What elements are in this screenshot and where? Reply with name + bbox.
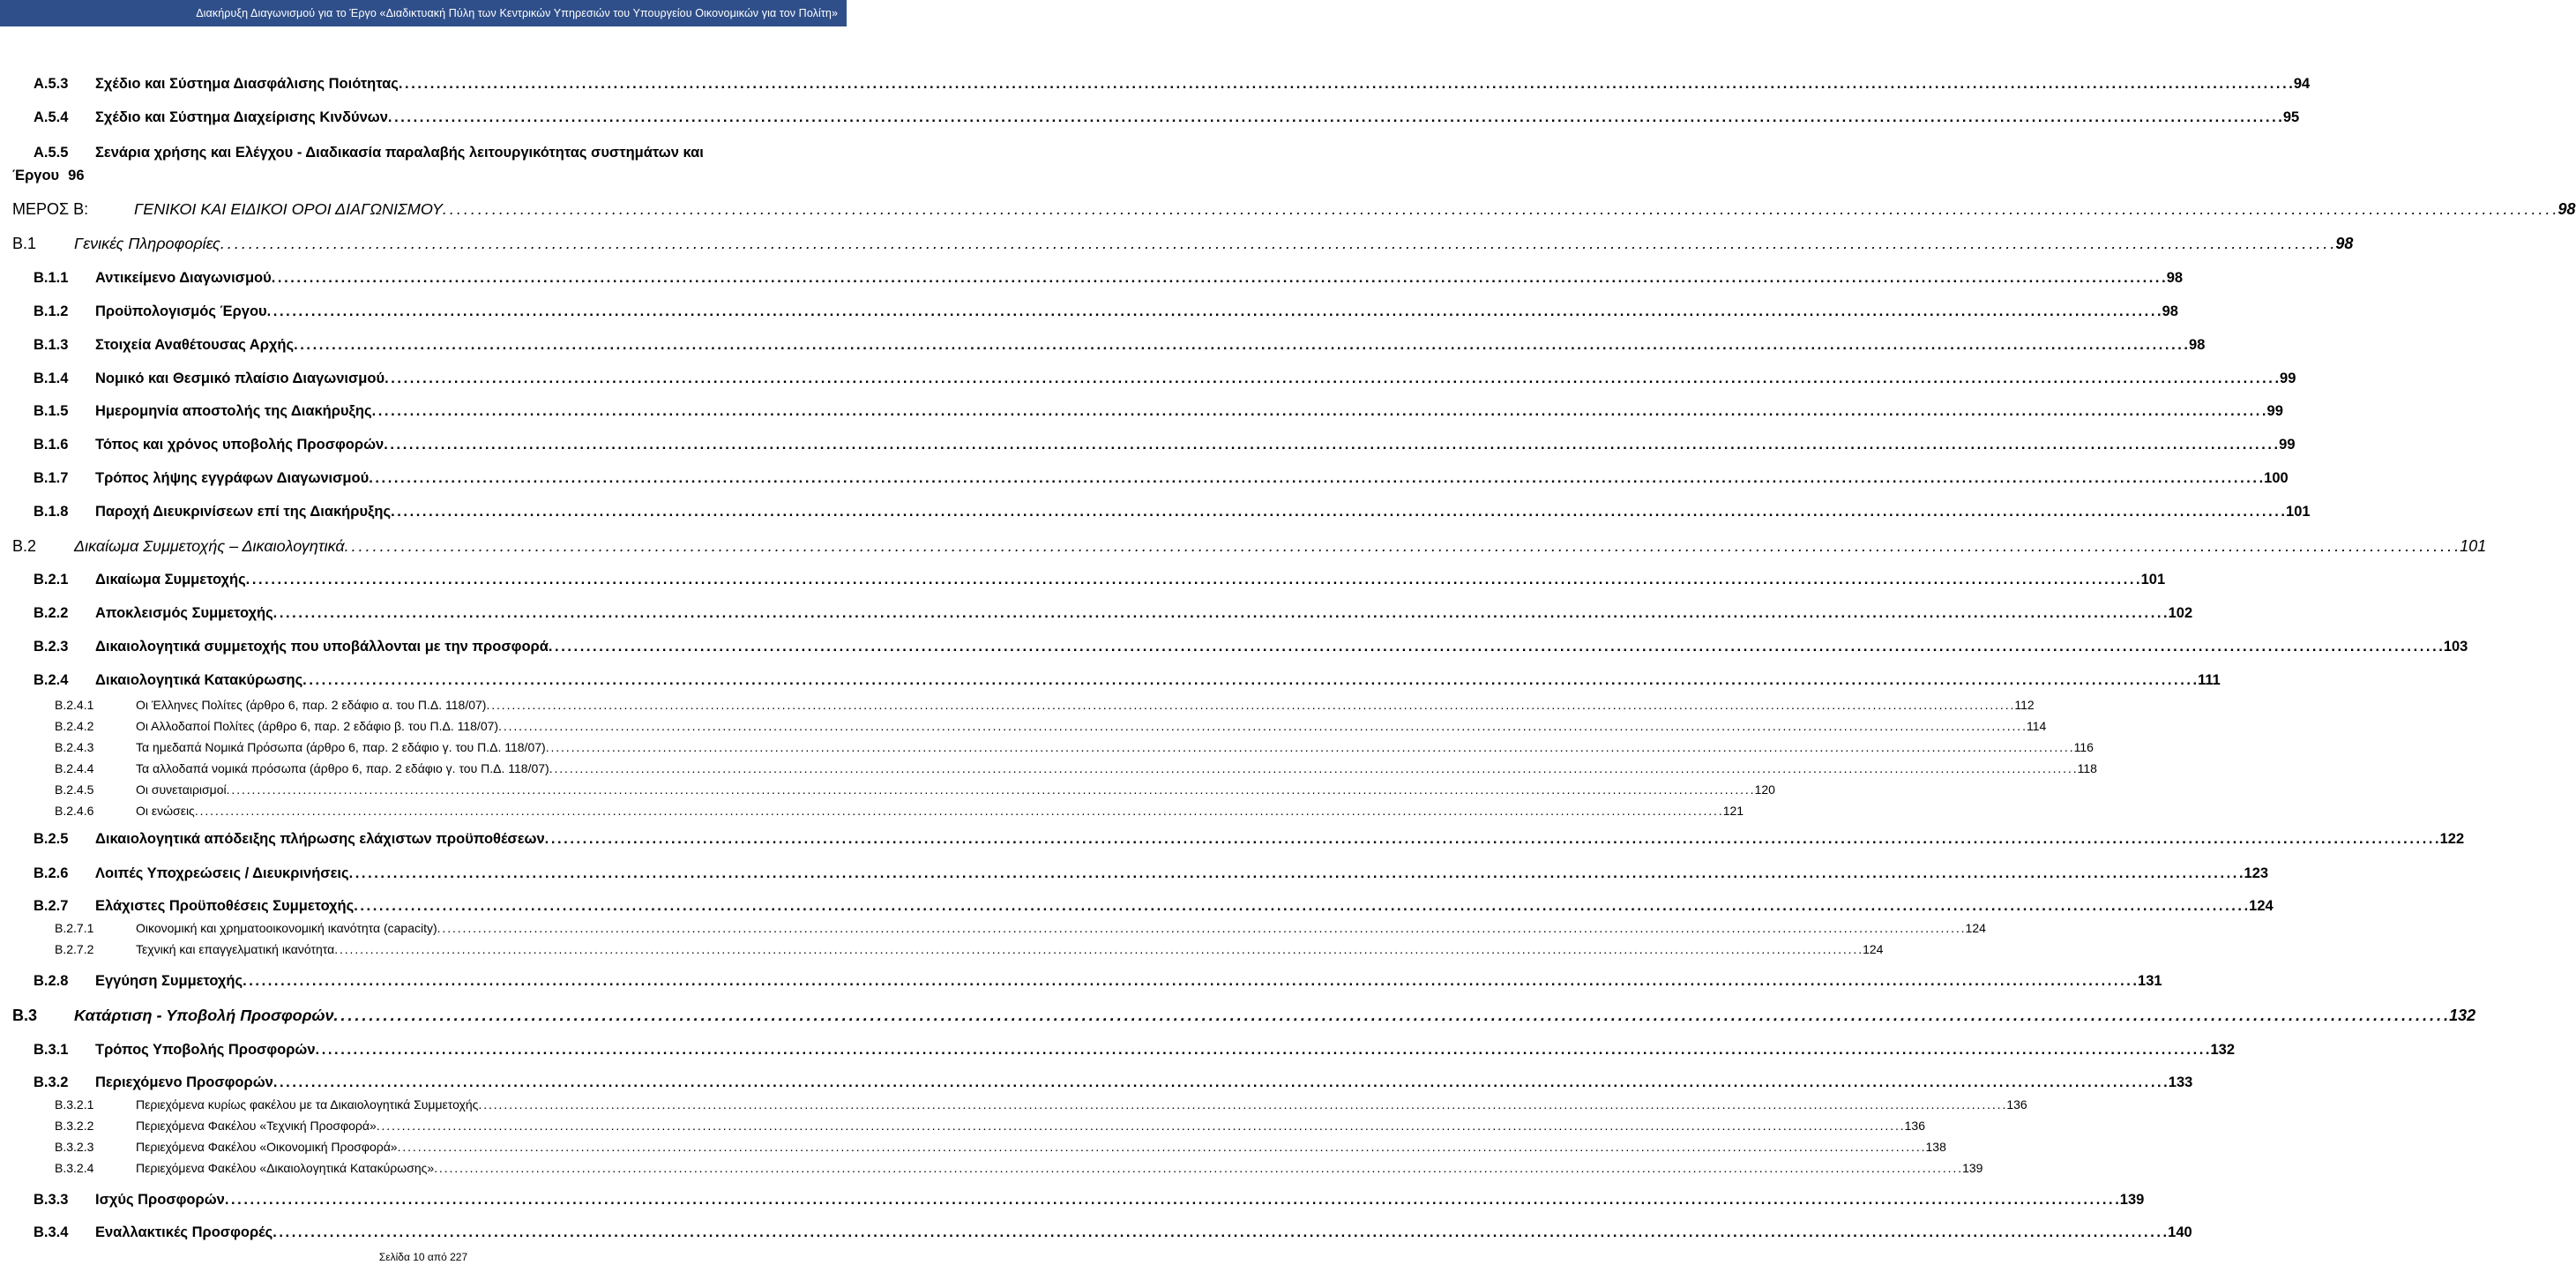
toc-title: Περιεχόμενα κυρίως φακέλου με τα Δικαιολογητικά Συμμετοχής — [136, 1097, 479, 1112]
dot-leader — [195, 804, 1721, 818]
toc-entry-b241[interactable] — [55, 698, 2035, 712]
toc-title-line2: Έργου — [12, 168, 60, 183]
toc-page: 122 — [2439, 831, 2465, 847]
toc-entry-b25[interactable] — [34, 831, 2465, 848]
toc-entry-b32[interactable] — [34, 1074, 2193, 1091]
dot-leader — [498, 719, 2025, 733]
toc-entry-b28[interactable] — [34, 973, 2162, 990]
toc-title: Αντικείμενο Διαγωνισμού — [95, 270, 272, 286]
dot-leader — [546, 740, 2072, 754]
toc-title: Περιεχόμενα Φακέλου «Δικαιολογητικά Κατακύρωσης» — [136, 1161, 435, 1175]
dot-leader — [273, 1074, 2167, 1091]
toc-number: Β.2.6 — [34, 865, 69, 881]
toc-entry-b33[interactable] — [34, 1192, 2145, 1209]
toc-number: Β.2.4.1 — [55, 698, 94, 712]
toc-entry-b324[interactable] — [55, 1161, 1983, 1175]
toc-title: Ελάχιστες Προϋποθέσεις Συμμετοχής — [95, 898, 355, 914]
toc-entry-b27[interactable] — [34, 898, 2274, 915]
toc-page: 132 — [2210, 1042, 2236, 1058]
toc-number: Β.1.3 — [34, 337, 69, 353]
dot-leader — [273, 605, 2167, 622]
dot-leader — [294, 337, 2187, 354]
toc-page: 116 — [2073, 740, 2094, 754]
toc-page: 100 — [2264, 470, 2289, 486]
toc-entry-b322[interactable] — [55, 1119, 1925, 1133]
toc-page: 124 — [1965, 921, 1986, 935]
toc-number: Β.1.5 — [34, 403, 69, 419]
toc-page: 123 — [2244, 865, 2269, 881]
toc-entry-b26[interactable] — [34, 865, 2269, 882]
toc-page: 98 — [2335, 235, 2354, 252]
toc-page: 136 — [2006, 1097, 2027, 1112]
toc-page: 98 — [2189, 337, 2206, 353]
toc-number: Α.5.5 — [34, 145, 69, 161]
toc-number: Β.1.1 — [34, 270, 69, 286]
toc-title: Σχέδιο και Σύστημα Διασφάλισης Ποιότητας — [95, 76, 399, 92]
toc-entry-b11[interactable] — [34, 270, 2184, 287]
toc-number: Β.3.2.1 — [55, 1097, 94, 1112]
dot-leader — [372, 403, 2266, 420]
toc-page: 124 — [1863, 942, 1884, 956]
toc-number: Β.2.1 — [34, 572, 69, 588]
toc-title: Οι ενώσεις — [136, 804, 195, 818]
toc-page: 95 — [2282, 109, 2300, 125]
dot-leader — [545, 831, 2438, 848]
toc-page: 98 — [2557, 200, 2576, 218]
dot-leader — [399, 76, 2292, 93]
toc-title: Οι συνεταιρισμοί — [136, 782, 227, 797]
toc-title: Εναλλακτικές Προσφορές — [95, 1224, 273, 1240]
toc-page: 99 — [2266, 403, 2283, 419]
toc-title-line1: Σενάρια χρήσης και Ελέγχου - Διαδικασία παραλαβής λειτουργικότητας συστημάτων και — [95, 145, 704, 161]
dot-leader — [316, 1042, 2209, 1059]
toc-entry-b3[interactable] — [12, 1007, 2476, 1025]
toc-number: Α.5.3 — [34, 76, 69, 92]
toc-entry-b244[interactable] — [55, 761, 2097, 775]
toc-title: Αποκλεισμός Συμμετοχής — [95, 605, 273, 621]
toc-title: Σχέδιο και Σύστημα Διαχείρισης Κινδύνων — [95, 109, 388, 125]
toc-page: 99 — [2280, 371, 2296, 386]
toc-entry-part-b[interactable] — [12, 200, 2576, 219]
toc-title: Οι Αλλοδαποί Πολίτες (άρθρο 6, παρ. 2 εδάφιο β. του Π.Δ. 118/07) — [136, 719, 499, 733]
toc-number: Β.3.1 — [34, 1042, 69, 1058]
toc-title: Οικονομική και χρηματοοικονομική ικανότητα (capacity) — [136, 921, 437, 935]
toc-title: Δικαιολογητικά απόδειξης πλήρωσης ελάχιστων προϋποθέσεων — [95, 831, 545, 847]
dot-leader — [354, 898, 2247, 915]
toc-entry-b24[interactable] — [34, 672, 2221, 689]
toc-title: Τα αλλοδαπά νομικά πρόσωπα (άρθρο 6, παρ. 2 εδάφιο γ. του Π.Δ. 118/07) — [136, 761, 549, 775]
dot-leader — [443, 200, 2557, 219]
toc-number: Α.5.4 — [34, 109, 69, 125]
toc-page: 98 — [2166, 270, 2184, 286]
dot-leader — [246, 572, 2139, 588]
toc-number: Β.2.4.6 — [55, 804, 94, 818]
dot-leader — [220, 235, 2334, 253]
toc-title: Τεχνική και επαγγελματική ικανότητα — [136, 942, 335, 956]
toc-title: Κατάρτιση - Υποβολή Προσφορών — [74, 1007, 334, 1024]
toc-entry-b242[interactable] — [55, 719, 2047, 733]
dot-leader — [549, 761, 2076, 775]
dot-leader — [267, 303, 2161, 320]
toc-title: Ημερομηνία αποστολής της Διακήρυξης — [95, 403, 372, 419]
toc-number: Β.2.4.5 — [55, 782, 94, 797]
dot-leader — [385, 371, 2278, 387]
toc-page: 101 — [2460, 537, 2487, 555]
toc-title: Δικαιολογητικά Κατακύρωσης — [95, 672, 303, 688]
toc-page: 139 — [1962, 1161, 1983, 1175]
toc-entry-b245[interactable] — [55, 782, 1775, 797]
toc-page: 112 — [2014, 698, 2035, 712]
toc-number: Β.3.2 — [34, 1074, 69, 1090]
document-header — [0, 0, 847, 26]
toc-entry-b22[interactable] — [34, 605, 2193, 622]
dot-leader — [345, 537, 2459, 556]
toc-entry-a55[interactable] — [12, 141, 838, 187]
toc-number: ΜΕΡΟΣ Β: — [12, 200, 89, 218]
toc-number: Β.1.4 — [34, 371, 69, 386]
toc-page: 114 — [2026, 719, 2047, 733]
toc-page: 101 — [2140, 572, 2166, 588]
toc-number: Β.2.2 — [34, 605, 69, 621]
toc-number: Β.2.7.2 — [55, 942, 94, 956]
toc-number: Β.3.2.4 — [55, 1161, 94, 1175]
dot-leader — [334, 942, 1861, 956]
toc-title: Τα ημεδαπά Νομικά Πρόσωπα (άρθρο 6, παρ. 2 εδάφιο γ. του Π.Δ. 118/07) — [136, 740, 546, 754]
toc-entry-b15[interactable] — [34, 403, 2283, 420]
toc-number: Β.3.4 — [34, 1224, 69, 1240]
toc-page: 131 — [2138, 973, 2162, 989]
toc-entry-b16[interactable] — [34, 437, 2296, 453]
dot-leader — [334, 1007, 2448, 1025]
toc-page: 101 — [2286, 504, 2311, 520]
toc-title: Περιεχόμενα Φακέλου «Οικονομική Προσφορά» — [136, 1140, 398, 1154]
toc-title: Οι Έλληνες Πολίτες (άρθρο 6, παρ. 2 εδάφιο α. του Π.Δ. 118/07) — [136, 698, 487, 712]
toc-entry-a54[interactable] — [34, 109, 2300, 126]
toc-title: Δικαίωμα Συμμετοχής – Δικαιολογητικά — [74, 537, 345, 555]
toc-page: 138 — [1925, 1140, 1946, 1154]
dot-leader — [369, 470, 2262, 487]
toc-number: Β.2.7 — [34, 898, 69, 914]
dot-leader — [486, 698, 2012, 712]
dot-leader — [349, 865, 2243, 882]
dot-leader — [388, 109, 2281, 126]
toc-title: Γενικές Πληροφορίες — [74, 235, 220, 252]
toc-number: Β.3.2.3 — [55, 1140, 94, 1154]
toc-entry-b17[interactable] — [34, 470, 2289, 487]
toc-title: Τρόπος λήψης εγγράφων Διαγωνισμού — [95, 470, 370, 486]
dot-leader — [437, 921, 1964, 935]
toc-title: Προϋπολογισμός Έργου — [95, 303, 267, 319]
toc-number: Β.3.3 — [34, 1192, 69, 1208]
toc-title: Τρόπος Υποβολής Προσφορών — [95, 1042, 316, 1058]
dot-leader — [398, 1140, 1924, 1154]
toc-number: Β.2 — [12, 537, 37, 555]
toc-title: Νομικό και Θεσμικό πλαίσιο Διαγωνισμού — [95, 371, 385, 386]
toc-number: Β.3 — [12, 1007, 38, 1024]
toc-number: Β.2.4 — [34, 672, 69, 688]
toc-page: 96 — [68, 168, 85, 183]
toc-title: Τόπος και χρόνος υποβολής Προσφορών — [95, 437, 385, 453]
toc-entry-b31[interactable] — [34, 1042, 2236, 1059]
toc-page: 118 — [2077, 761, 2097, 775]
toc-title: Στοιχεία Αναθέτουσας Αρχής — [95, 337, 295, 353]
toc-number: Β.2.4.4 — [55, 761, 94, 775]
toc-page: 120 — [1754, 782, 1775, 797]
toc-page: 124 — [2249, 898, 2274, 914]
toc-page: 99 — [2279, 437, 2296, 453]
dot-leader — [549, 639, 2442, 655]
toc-number: Β.1.6 — [34, 437, 69, 453]
toc-entry-b34[interactable] — [34, 1224, 2192, 1241]
dot-leader — [434, 1161, 1960, 1175]
dot-leader — [225, 1192, 2118, 1209]
toc-page: 140 — [2168, 1224, 2192, 1240]
toc-entry-b13[interactable] — [34, 337, 2206, 354]
dot-leader — [272, 270, 2165, 287]
toc-entry-b246[interactable] — [55, 804, 1744, 818]
dot-leader — [243, 973, 2136, 990]
toc-number: Β.3.2.2 — [55, 1119, 94, 1133]
toc-title: Παροχή Διευκρινίσεων επί της Διακήρυξης — [95, 504, 392, 520]
toc-page: 136 — [1904, 1119, 1925, 1133]
toc-title: Περιεχόμενο Προσφορών — [95, 1074, 273, 1090]
header-text: Διακήρυξη Διαγωνισμού για το Έργο «Διαδικτυακή Πύλη των Κεντρικών Υπηρεσιών του Υπουργείου Οικονομικών για τον Πολίτη» — [196, 7, 838, 19]
dot-leader — [377, 1119, 1903, 1133]
toc-page: 103 — [2443, 639, 2468, 655]
toc-title: ΓΕΝΙΚΟΙ ΚΑΙ ΕΙΔΙΚΟΙ ΟΡΟΙ ΔΙΑΓΩΝΙΣΜΟΥ — [134, 200, 443, 218]
toc-entry-b243[interactable] — [55, 740, 2094, 754]
toc-title: Εγγύηση Συμμετοχής — [95, 973, 243, 989]
toc-page: 121 — [1722, 804, 1744, 818]
toc-title: Δικαίωμα Συμμετοχής — [95, 572, 246, 588]
toc-entry-b21[interactable] — [34, 572, 2166, 588]
toc-page: 98 — [2162, 303, 2178, 319]
toc-number: Β.1 — [12, 235, 37, 252]
page-footer: Σελίδα 10 από 227 — [378, 1251, 468, 1263]
toc-entry-b14[interactable] — [34, 371, 2296, 387]
toc-number: Β.2.8 — [34, 973, 69, 989]
toc-entry-b1[interactable] — [12, 235, 2354, 253]
dot-leader — [391, 504, 2284, 520]
toc-entry-b23[interactable] — [34, 639, 2468, 655]
toc-title: Περιεχόμενα Φακέλου «Τεχνική Προσφορά» — [136, 1119, 377, 1133]
toc-entry-b323[interactable] — [55, 1140, 1946, 1154]
toc-title: Δικαιολογητικά συμμετοχής που υποβάλλονται με την προσφορά — [95, 639, 549, 655]
toc-number: Β.2.4.2 — [55, 719, 94, 733]
toc-entry-b12[interactable] — [34, 303, 2178, 320]
dot-leader — [478, 1097, 2005, 1112]
toc-number: Β.2.7.1 — [55, 921, 94, 935]
dot-leader — [227, 782, 1753, 797]
toc-entry-b321[interactable] — [55, 1097, 2027, 1112]
dot-leader — [384, 437, 2277, 453]
dot-leader — [273, 1224, 2166, 1241]
toc-page: 94 — [2293, 76, 2311, 92]
dot-leader — [302, 672, 2196, 689]
toc-title: Λοιπές Υποχρεώσεις / Διευκρινήσεις — [95, 865, 349, 881]
toc-entry-b271[interactable] — [55, 921, 1986, 935]
toc-page: 111 — [2198, 672, 2221, 688]
toc-page: 133 — [2168, 1074, 2193, 1090]
toc-page: 102 — [2168, 605, 2193, 621]
toc-number: Β.1.7 — [34, 470, 69, 486]
toc-number: Β.2.4.3 — [55, 740, 94, 754]
toc-number: Β.1.8 — [34, 504, 69, 520]
toc-page: 132 — [2449, 1007, 2476, 1024]
toc-number: Β.2.5 — [34, 831, 69, 847]
toc-entry-a53[interactable] — [34, 76, 2311, 93]
toc-entry-b18[interactable] — [34, 504, 2311, 520]
toc-entry-b2[interactable] — [12, 537, 2487, 556]
toc-page: 139 — [2119, 1192, 2145, 1208]
toc-title: Ισχύς Προσφορών — [95, 1192, 225, 1208]
toc-number: Β.1.2 — [34, 303, 69, 319]
toc-number: Β.2.3 — [34, 639, 69, 655]
toc-entry-b272[interactable] — [55, 942, 1884, 956]
